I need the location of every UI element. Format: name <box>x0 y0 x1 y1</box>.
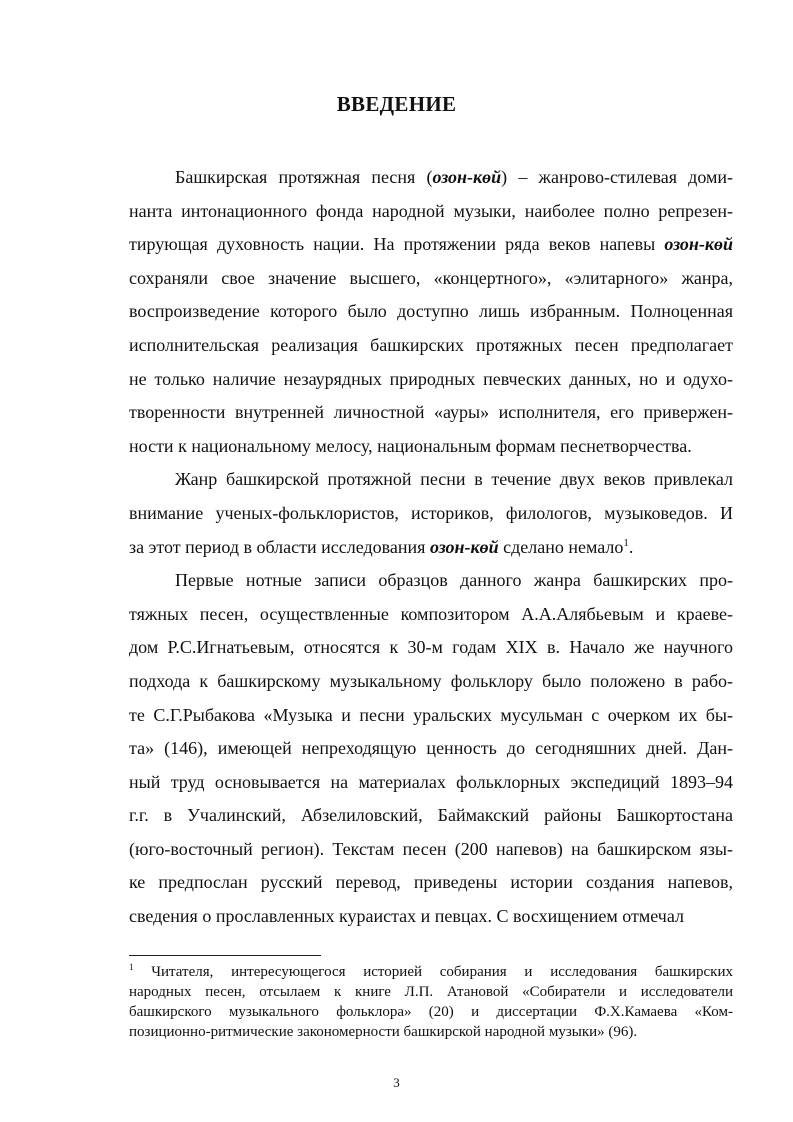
text-run: Жанр башкирской протяжной песни в течение двух веков привлекал <box>175 469 733 490</box>
text-run: ) – жанрово-стилевая доми- <box>501 167 734 187</box>
text-line <box>129 463 733 497</box>
main-text <box>129 161 733 934</box>
text-run: тяжных песен, осуществленные композитором А.А.Алябьевым и краеве- <box>129 603 733 624</box>
text-run: та» (146), имеющей непреходящую ценность до сегодняшних дней. Дан- <box>129 738 733 759</box>
text-run: за этот период в области исследования <box>129 536 430 557</box>
text-run: (юго-восточный регион). Текстам песен (200 напевов) на башкирском язы- <box>129 838 733 859</box>
text-line <box>129 799 733 833</box>
text-run: не только наличие незаурядных природных певческих данных, но и одухо- <box>129 368 733 389</box>
text-run: нанта интонационного фонда народной музыки, наиболее полно репрезен- <box>129 200 733 221</box>
text-line <box>129 732 733 766</box>
text-line <box>129 699 733 733</box>
text-run: те С.Г.Рыбакова «Музыка и песни уральских мусульман с очерком их бы- <box>129 704 733 725</box>
text-line <box>129 228 733 262</box>
text-line <box>129 833 733 867</box>
text-run: Читателя, интересующегося историей собирания и исследования башкирских <box>133 964 733 980</box>
text-line <box>129 329 733 363</box>
text-run: внимание ученых-фольклористов, историков, филологов, музыковедов. И <box>129 502 733 523</box>
text-run: сохраняли свое значение высшего, «концертного», «элитарного» жанра, <box>129 267 733 288</box>
page-number: 3 <box>393 1075 400 1090</box>
italic-term: озон-көй <box>429 536 499 557</box>
text-run: Башкирская протяжная песня ( <box>175 167 433 187</box>
text-line <box>129 631 733 665</box>
paragraph <box>129 463 733 564</box>
text-line <box>129 430 733 464</box>
footnote-divider <box>129 955 321 956</box>
text-run: тирующая духовность нации. На протяжении ряда веков напевы <box>129 234 665 255</box>
text-line <box>129 195 733 229</box>
text-line <box>129 295 733 329</box>
paragraph <box>129 564 733 934</box>
text-run: г.г. в Учалинский, Абзелиловский, Баймакский районы Башкортостана <box>129 805 733 826</box>
footnote-line <box>129 962 733 982</box>
text-run: подхода к башкирскому музыкальному фольклору было положено в рабо- <box>129 670 733 691</box>
footnote-line <box>129 982 733 1002</box>
text-run: башкирского музыкального фольклора» (20) и диссертации Ф.Х.Камаева «Ком- <box>129 1004 733 1020</box>
text-run: воспроизведение которого было доступно лишь избранным. Полноценная <box>129 301 733 322</box>
italic-term: озон-көй <box>432 167 502 187</box>
footnote-reference: 1 <box>623 536 629 549</box>
text-run: творенности внутренней личностной «ауры» исполнителя, его привержен- <box>129 402 733 423</box>
text-line <box>129 900 733 934</box>
text-line <box>129 497 733 531</box>
text-line <box>129 866 733 900</box>
page-title: ВВЕДЕНИЕ <box>336 92 457 116</box>
text-run: ке предпослан русский перевод, приведены истории создания напевов, <box>129 872 733 893</box>
footnote-reference: 1 <box>129 962 134 972</box>
footnote-line <box>129 1002 733 1022</box>
text-line <box>129 161 733 195</box>
text-run: ный труд основывается на материалах фольклорных экспедиций 1893–94 <box>129 771 733 792</box>
text-line <box>129 363 733 397</box>
text-line <box>129 531 733 565</box>
text-run: народных песен, отсылаем к книге Л.П. Атановой «Собиратели и исследователи <box>129 984 733 1000</box>
text-run: . <box>628 536 634 557</box>
text-run: ности к национальному мелосу, национальным формам песнетворчества. <box>129 435 692 456</box>
italic-term: озон-көй <box>664 234 733 255</box>
text-line <box>129 665 733 699</box>
text-run: позиционно-ритмические закономерности башкирской народной музыки» (96). <box>129 1024 638 1040</box>
text-line <box>129 598 733 632</box>
text-line <box>129 262 733 296</box>
text-run: дом Р.С.Игнатьевым, относятся к 30-м годам XIX в. Начало же научного <box>129 637 733 658</box>
text-line <box>129 766 733 800</box>
text-run: сделано немало <box>498 536 624 557</box>
text-run: исполнительская реализация башкирских протяжных песен предполагает <box>129 334 733 355</box>
footnote-line <box>129 1022 733 1042</box>
text-run: сведения о прославленных кураистах и певцах. С восхищением отмечал <box>129 906 684 927</box>
footnote <box>129 962 733 1042</box>
text-run: Первые нотные записи образцов данного жанра башкирских про- <box>175 570 733 591</box>
paragraph <box>129 161 733 463</box>
text-line <box>129 564 733 598</box>
text-line <box>129 396 733 430</box>
